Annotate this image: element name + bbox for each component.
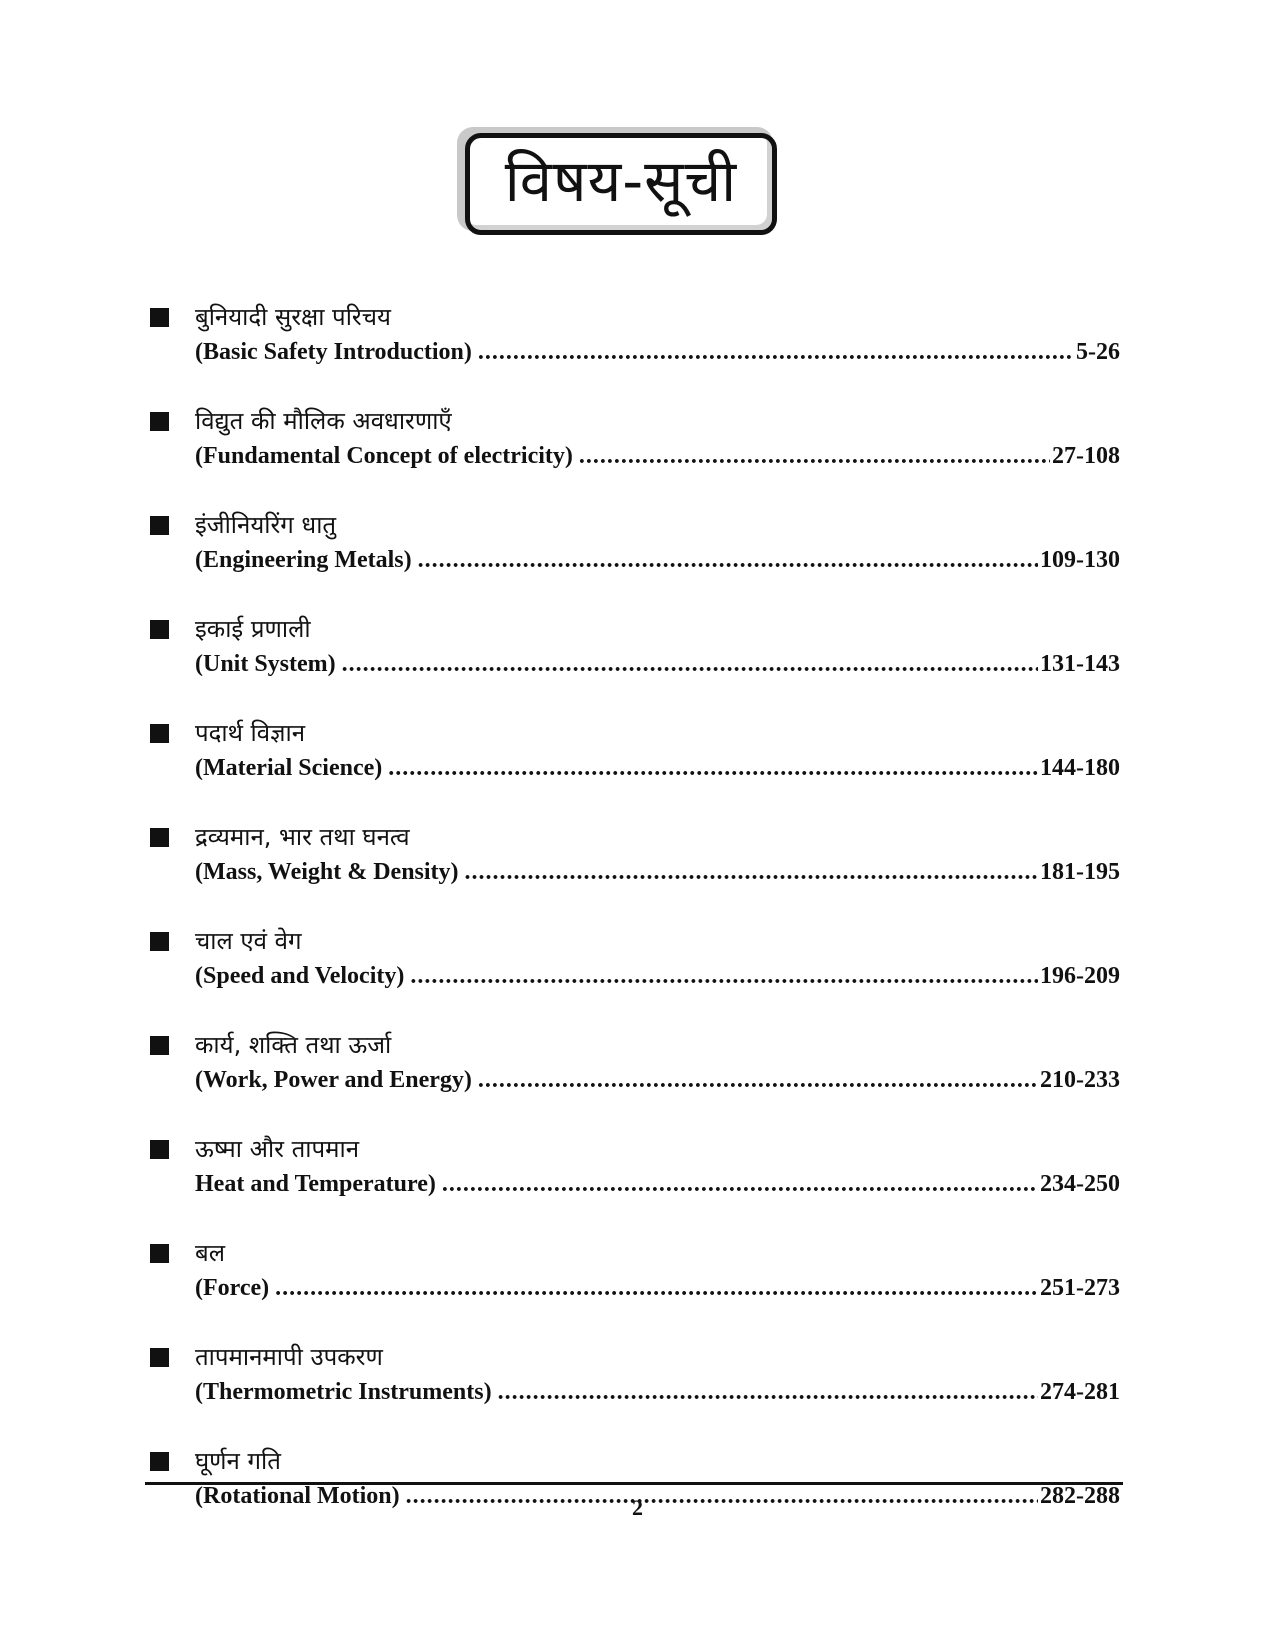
toc-entry[interactable] [150, 820, 1120, 924]
toc-hindi-title: विद्युत की मौलिक अवधारणाएँ [195, 407, 452, 435]
title-box [465, 133, 777, 235]
toc-english-title: (Rotational Motion) [195, 1483, 400, 1509]
toc-english-line [195, 1270, 1120, 1306]
square-bullet-icon [150, 724, 169, 743]
toc-english-title: (Speed and Velocity) [195, 963, 405, 989]
toc-page-range: 27-108 [1052, 443, 1120, 469]
toc-page-range: 282-288 [1040, 1483, 1120, 1509]
toc-entry[interactable] [150, 924, 1120, 1028]
toc-entry[interactable] [150, 1028, 1120, 1132]
toc-english-title: Heat and Temperature) [195, 1171, 436, 1197]
toc-hindi-title: पदार्थ विज्ञान [195, 719, 306, 747]
table-of-contents [150, 300, 1120, 1548]
toc-english-title: (Unit System) [195, 651, 336, 677]
toc-entry[interactable] [150, 1340, 1120, 1444]
dot-leader [418, 542, 1038, 578]
toc-hindi-title: बुनियादी सुरक्षा परिचय [195, 303, 391, 331]
toc-page-range: 181-195 [1040, 859, 1120, 885]
footer-rule [145, 1482, 1123, 1485]
toc-entry[interactable] [150, 300, 1120, 404]
dot-leader [410, 958, 1038, 994]
toc-page-range: 131-143 [1040, 651, 1120, 677]
page-number: 2 [632, 1495, 643, 1520]
toc-entry[interactable] [150, 1236, 1120, 1340]
square-bullet-icon [150, 1036, 169, 1055]
title-banner [465, 133, 795, 251]
toc-english-line [195, 542, 1120, 578]
dot-leader [388, 750, 1038, 786]
dot-leader [498, 1374, 1038, 1410]
toc-page-range: 109-130 [1040, 547, 1120, 573]
toc-page-range: 274-281 [1040, 1379, 1120, 1405]
toc-english-title: (Thermometric Instruments) [195, 1379, 492, 1405]
toc-hindi-title: तापमानमापी उपकरण [195, 1343, 383, 1371]
square-bullet-icon [150, 1348, 169, 1367]
toc-english-line [195, 646, 1120, 682]
toc-english-title: (Material Science) [195, 755, 383, 781]
page-title: विषय-सूची [504, 147, 738, 215]
toc-entry[interactable] [150, 404, 1120, 508]
square-bullet-icon [150, 516, 169, 535]
toc-english-line [195, 958, 1120, 994]
square-bullet-icon [150, 828, 169, 847]
toc-hindi-title: ऊष्मा और तापमान [195, 1135, 360, 1163]
dot-leader [478, 1062, 1038, 1098]
toc-english-line [195, 334, 1120, 370]
dot-leader [342, 646, 1038, 682]
toc-hindi-title: इंजीनियरिंग धातु [195, 511, 337, 539]
toc-english-line [195, 438, 1120, 474]
toc-entry[interactable] [150, 716, 1120, 820]
toc-hindi-title: चाल एवं वेग [195, 927, 302, 955]
toc-page-range: 251-273 [1040, 1275, 1120, 1301]
toc-english-line [195, 1062, 1120, 1098]
toc-english-title: (Basic Safety Introduction) [195, 339, 472, 365]
toc-page-range: 234-250 [1040, 1171, 1120, 1197]
toc-english-line [195, 750, 1120, 786]
square-bullet-icon [150, 308, 169, 327]
toc-english-line [195, 1166, 1120, 1202]
dot-leader [465, 854, 1038, 890]
square-bullet-icon [150, 620, 169, 639]
toc-hindi-title: घूर्णन गति [195, 1447, 281, 1475]
toc-english-title: (Force) [195, 1275, 270, 1301]
dot-leader [478, 334, 1074, 370]
toc-page-range: 5-26 [1076, 339, 1120, 365]
toc-hindi-title: इकाई प्रणाली [195, 615, 311, 643]
toc-page-range: 196-209 [1040, 963, 1120, 989]
toc-entry[interactable] [150, 1132, 1120, 1236]
toc-page-range: 144-180 [1040, 755, 1120, 781]
toc-hindi-title: द्रव्यमान, भार तथा घनत्व [195, 823, 410, 851]
toc-english-title: (Mass, Weight & Density) [195, 859, 459, 885]
toc-entry[interactable] [150, 612, 1120, 716]
toc-hindi-title: बल [195, 1239, 225, 1267]
toc-english-title: (Work, Power and Energy) [195, 1067, 472, 1093]
toc-page-range: 210-233 [1040, 1067, 1120, 1093]
square-bullet-icon [150, 932, 169, 951]
square-bullet-icon [150, 1140, 169, 1159]
toc-entry[interactable] [150, 508, 1120, 612]
toc-english-title: (Engineering Metals) [195, 547, 412, 573]
square-bullet-icon [150, 1452, 169, 1471]
square-bullet-icon [150, 412, 169, 431]
toc-hindi-title: कार्य, शक्ति तथा ऊर्जा [195, 1031, 392, 1059]
dot-leader [442, 1166, 1038, 1202]
square-bullet-icon [150, 1244, 169, 1263]
toc-english-title: (Fundamental Concept of electricity) [195, 443, 573, 469]
toc-english-line [195, 854, 1120, 890]
dot-leader [579, 438, 1050, 474]
dot-leader [275, 1270, 1038, 1306]
toc-english-line [195, 1374, 1120, 1410]
